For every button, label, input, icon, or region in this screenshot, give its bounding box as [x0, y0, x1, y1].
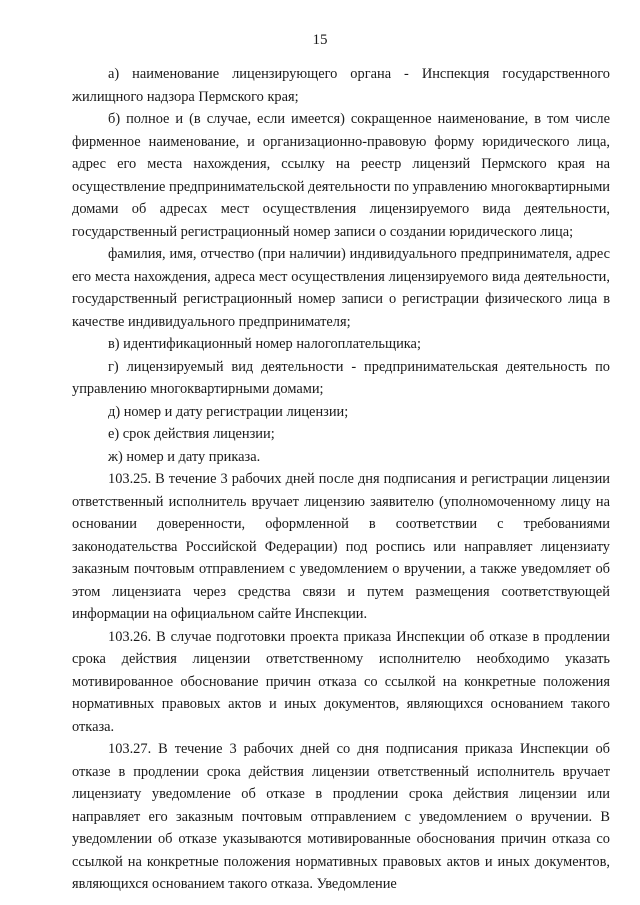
paragraph-individual-entrepreneur: фамилия, имя, отчество (при наличии) индивидуального предпринимателя, адрес его места нахождения, адреса мест осуществления лицензируемого вида деятельности, государственный регистрационный номер записи о регистрации физического лица в качестве индивидуального предпринимателя; [72, 246, 610, 330]
page-number: 15 [312, 32, 328, 48]
paragraph-item-b: б) полное и (в случае, если имеется) сокращенное наименование, в том числе фирменное наименование, и организационно-правовую форму юридического лица, адрес его места нахождения, ссылку на реестр лицензий Пермского края на осуществление предпринимательской деятельности по управлению многоквартирными домами об адресах мест осуществления лицензируемого вида деятельности, государственный регистрационный номер записи о создании юридического лица; [72, 111, 610, 240]
paragraph-item-d: д) номер и дату регистрации лицензии; [108, 403, 349, 420]
paragraph-103-26: 103.26. В случае подготовки проекта приказа Инспекции об отказе в продлении срока действия лицензии ответственному исполнителю необходимо указать мотивированное обоснование причин отказа со ссылкой на конкретные положения нормативных правовых актов и иных документов, являющихся основанием такого отказа. [72, 628, 610, 735]
document-body [72, 63, 610, 896]
paragraph-item-v: в) идентификационный номер налогоплательщика; [108, 336, 421, 352]
paragraph-item-e: е) срок действия лицензии; [108, 426, 275, 442]
paragraph-item-zh: ж) номер и дату приказа. [108, 448, 261, 465]
paragraph-103-27: 103.27. В течение 3 рабочих дней со дня подписания приказа Инспекции об отказе в продлении срока действия лицензии ответственный исполнитель вручает лицензиату уведомление об отказе в продлении срока действия лицензии или направляет его заказным почтовым отправлением с уведомлением о вручении. В уведомлении об отказе указываются мотивированные обоснования причин отказа со ссылкой на конкретные положения нормативных правовых актов и иных документов, являющихся основанием такого отказа. Уведомление [72, 741, 610, 892]
paragraph-item-a: а) наименование лицензирующего органа - Инспекция государственного жилищного надзора Пермского края; [72, 66, 610, 105]
paragraph-103-25: 103.25. В течение 3 рабочих дней после дня подписания и регистрации лицензии ответственный исполнитель вручает лицензию заявителю (уполномоченному лицу на основании доверенности, оформленной в соответствии с требованиями законодательства Российской Федерации) под роспись или направляет лицензиату заказным почтовым отправлением с уведомлением о вручении, а также уведомляет об этом лицензиата через средства связи и путем размещения соответствующей информации на официальном сайте Инспекции. [72, 471, 610, 622]
paragraph-item-g: г) лицензируемый вид деятельности - предпринимательская деятельность по управлению многоквартирными домами; [72, 358, 610, 397]
